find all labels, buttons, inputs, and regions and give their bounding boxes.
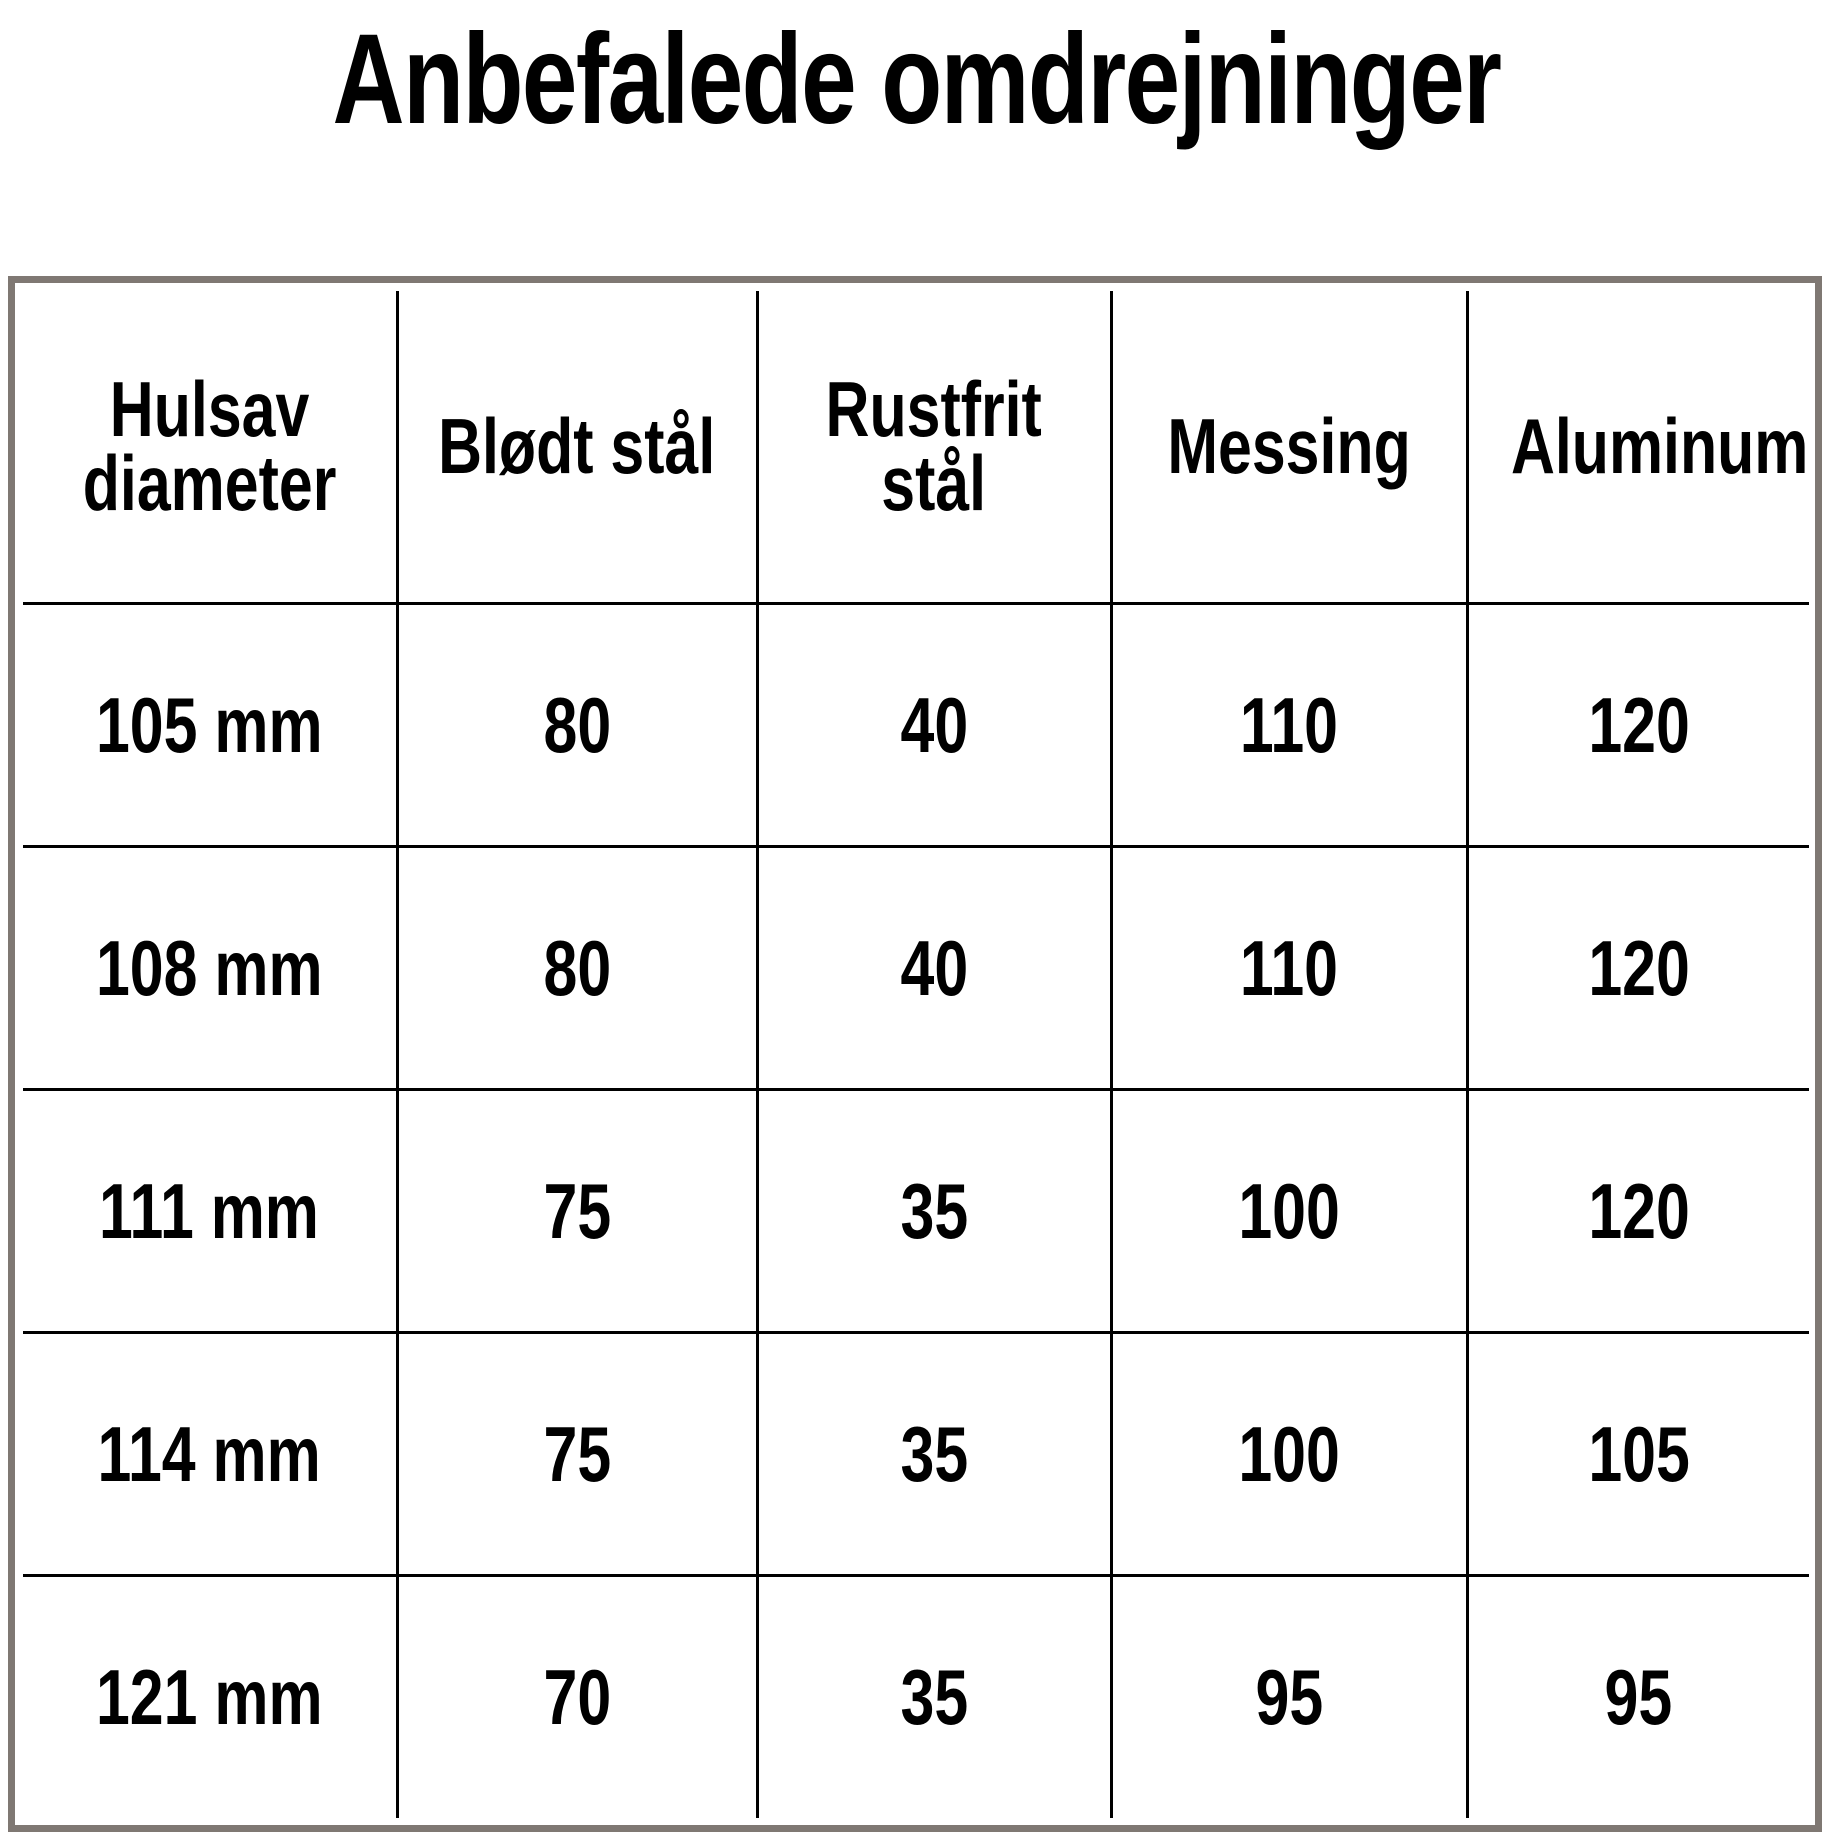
table-cell	[397, 1332, 757, 1575]
cell-value: 114 mm	[97, 1409, 321, 1498]
cell-value: 70	[543, 1653, 611, 1742]
cell-value: 75	[543, 1166, 611, 1255]
table-cell	[397, 1089, 757, 1332]
table-cell	[23, 846, 397, 1089]
rpm-table-frame	[8, 276, 1822, 1832]
cell-value: 80	[543, 680, 611, 769]
cell-value: 95	[1604, 1653, 1673, 1742]
table-cell	[757, 1332, 1111, 1575]
table-cell	[23, 603, 397, 846]
cell-value: 40	[900, 923, 968, 1012]
page-title: Anbefalede omdrejninger	[332, 8, 1501, 151]
header-label: Blødt stål	[438, 402, 716, 491]
table-cell	[1467, 1332, 1809, 1575]
cell-value: 110	[1239, 923, 1339, 1012]
header-label: Messing	[1167, 402, 1411, 491]
table-cell	[397, 603, 757, 846]
table-cell	[757, 846, 1111, 1089]
table-cell	[23, 1332, 397, 1575]
table-cell	[1111, 846, 1467, 1089]
cell-value: 105	[1587, 1409, 1690, 1498]
cell-value: 35	[900, 1409, 968, 1498]
cell-value: 105 mm	[95, 680, 323, 769]
header-label: Aluminum	[1510, 402, 1808, 491]
table-cell	[1467, 1089, 1809, 1332]
table-cell	[1467, 603, 1809, 846]
table-header-row	[23, 291, 1809, 603]
table-row	[23, 1332, 1809, 1575]
rpm-table	[23, 291, 1809, 1818]
cell-value: 120	[1587, 680, 1690, 769]
table-cell	[1467, 1575, 1809, 1818]
header-label: Rustfrit stål	[825, 365, 1043, 528]
table-cell	[397, 846, 757, 1089]
cell-value: 80	[543, 923, 611, 1012]
cell-value: 121 mm	[95, 1653, 323, 1742]
table-cell	[1111, 1089, 1467, 1332]
table-row	[23, 846, 1809, 1089]
header-brass	[1111, 291, 1467, 603]
cell-value: 100	[1238, 1166, 1340, 1255]
cell-value: 111 mm	[99, 1166, 320, 1255]
header-mild-steel	[397, 291, 757, 603]
table-cell	[1467, 846, 1809, 1089]
table-cell	[757, 603, 1111, 846]
table-cell	[397, 1575, 757, 1818]
cell-value: 100	[1238, 1409, 1340, 1498]
header-label: Hulsav diameter	[82, 365, 337, 528]
cell-value: 120	[1587, 1166, 1690, 1255]
table-cell	[757, 1089, 1111, 1332]
table-row	[23, 1575, 1809, 1818]
cell-value: 75	[543, 1409, 611, 1498]
table-cell	[757, 1575, 1111, 1818]
table-cell	[23, 1575, 397, 1818]
table-cell	[1111, 603, 1467, 846]
header-diameter	[23, 291, 397, 603]
cell-value: 120	[1587, 923, 1690, 1012]
cell-value: 108 mm	[95, 923, 323, 1012]
table-cell	[1111, 1332, 1467, 1575]
header-aluminum	[1467, 291, 1809, 603]
cell-value: 40	[900, 680, 968, 769]
header-stainless-steel	[757, 291, 1111, 603]
cell-value: 35	[900, 1653, 968, 1742]
table-cell	[1111, 1575, 1467, 1818]
cell-value: 95	[1255, 1653, 1323, 1742]
table-row	[23, 1089, 1809, 1332]
cell-value: 110	[1239, 680, 1339, 769]
table-row	[23, 603, 1809, 846]
table-cell	[23, 1089, 397, 1332]
cell-value: 35	[900, 1166, 968, 1255]
